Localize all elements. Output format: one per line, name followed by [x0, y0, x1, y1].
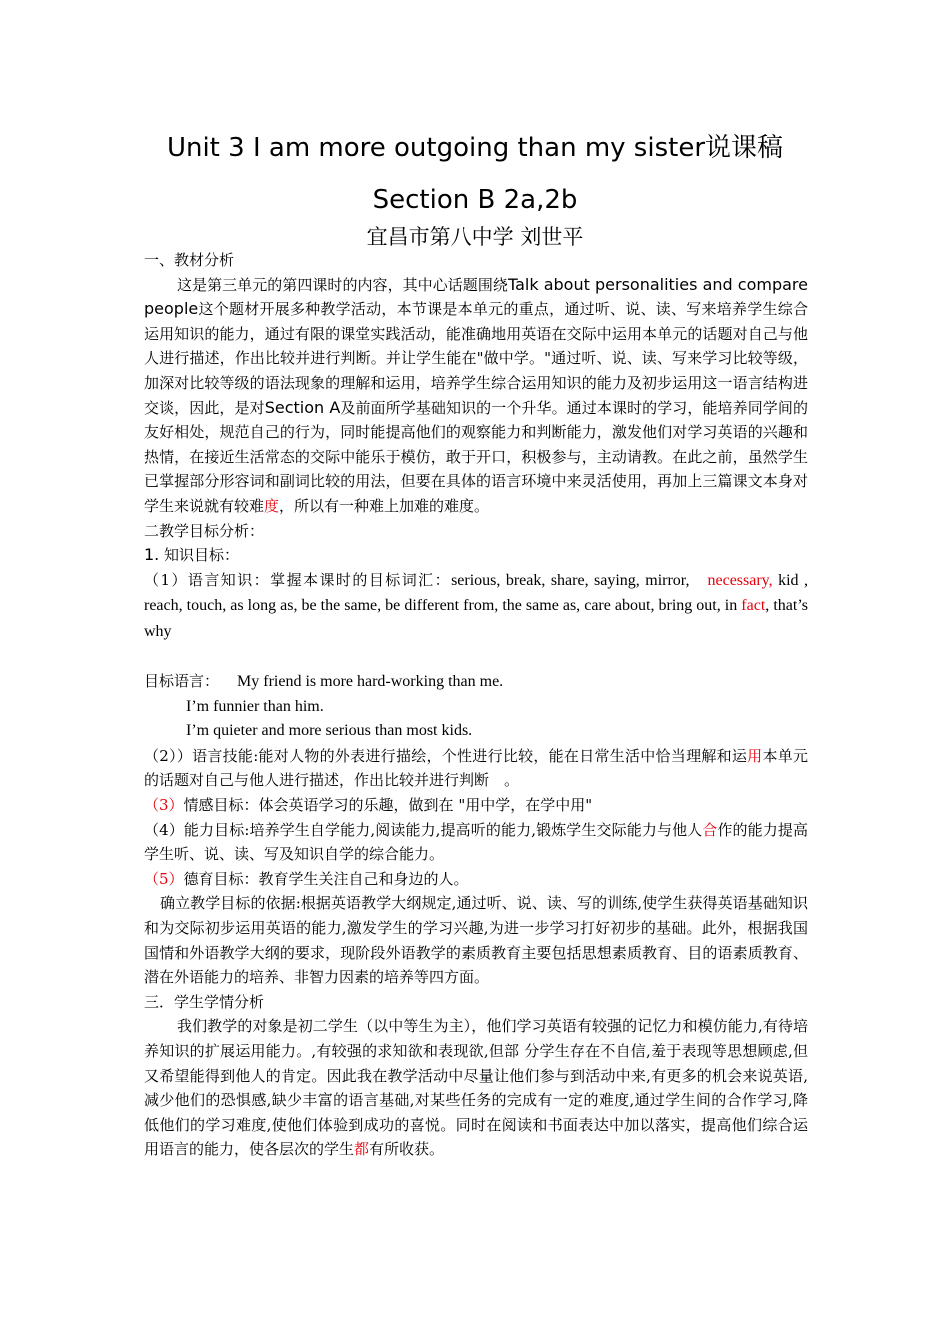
target-sentence-3: I’m quieter and more serious than most kids.	[186, 722, 473, 740]
section-1-paragraph: 这是第三单元的第四课时的内容，其中心话题围绕Talk about personalities and compare people这个题材开展多种教学活动，本节课是本单元的重点，通过听、说、读、写来培养学生综合运用知识的能力，通过有限的课堂实践活动，能准确地用英语在交际中运用本单元的话题对自己与他人进行描述，作出比较并进行判断。并让学生能在"做中学。"通过听、说、读、写来学习比较等级，加深对比较等级的语法现象的理解和运用，培养学生综合运用知识的能力及初步运用这一语言结构进交谈，因此，是对Section A及前面所学基础知识的一个升华。通过本课时的学习，能培养同学间的友好相处，规范自己的行为，同时能提高他们的观察能力和判断能力，激发他们对学习英语的兴趣和热情，在接近生活常态的交际中能乐于模仿，敢于开口，积极参与，主动请教。在此之前，虽然学生已掌握部分形容词和副词比较的用法，但要在具体的语言环境中来灵活使用，再加上三篇课文本身对学生来说就有较难度，所以有一种难上加难的难度。	[144, 274, 808, 515]
emotion-goal: （3）情感目标：体会英语学习的乐趣，做到在 "用中学，在学中用"	[144, 796, 593, 815]
title-english: Unit 3 I am more outgoing than my sister	[166, 133, 706, 163]
document-body	[144, 248, 808, 1162]
section-2-heading: 二教学目标分析：	[144, 521, 265, 540]
target-language: 目标语言： My friend is more hard-working than me.	[144, 672, 504, 691]
author-line: 宜昌市第八中学 刘世平	[366, 225, 584, 249]
moral-goal: （5）德育目标：教育学生关注自己和身边的人。	[144, 869, 469, 888]
ability-goal: （4）能力目标:培养学生自学能力,阅读能力,提高听的能力,锻炼学生交际能力与他人合作的能力提高学生听、说、读、写及知识自学的综合能力。	[144, 820, 808, 864]
blank-line	[144, 645, 808, 670]
document-subtitle: Section B 2a,2b	[372, 185, 578, 215]
vocabulary-goal: （1）语言知识：掌握本课时的目标词汇：serious, break, share, saying, mirror, necessary, kid , reach, touch, as long as, be the same, be different from, the same as, care about, bring out, in fact, that’s why	[144, 570, 808, 640]
section-1-heading: 一、教材分析	[144, 251, 235, 269]
section-3-heading: 三．学生学情分析	[144, 992, 265, 1011]
skill-goal: （2））语言技能:能对人物的外表进行描绘，个性进行比较，能在日常生活中恰当理解和运用本单元的话题对自己与他人进行描述，作出比较并进行判断 。	[144, 746, 808, 790]
target-sentence-2: I’m funnier than him.	[186, 697, 324, 715]
document-title	[0, 130, 950, 166]
section-3-paragraph: 我们教学的对象是初二学生（以中等生为主），他们学习英语有较强的记忆力和模仿能力,有待培养知识的扩展运用能力。,有较强的求知欲和表现欲,但部 分学生存在不自信,羞于表现等思想顾虑,但又希望能得到他人的肯定。因此我在教学活动中尽量让他们参与到活动中来,有更多的机会来说英语,减少他们的恐惧感,缺少丰富的语言基础,对某些任务的完成有一定的难度,通过学生间的合作学习,降低他们的学习难度,使他们体验到成功的喜悦。同时在阅读和书面表达中加以落实，提高他们综合运用语言的能力，使各层次的学生都有所收获。	[144, 1017, 808, 1159]
goal-basis-paragraph: 确立教学目标的依据:根据英语教学大纲规定,通过听、说、读、写的训练,使学生获得英语基础知识和为交际初步运用英语的能力,激发学生的学习兴趣,为进一步学习打好初步的基础。此外，根据我国国情和外语教学大纲的要求，现阶段外语教学的素质教育主要包括思想素质教育、目的语素质教育、潜在外语能力的培养、非智力因素的培养等四方面。	[144, 894, 808, 987]
knowledge-goal-heading: 1. 知识目标：	[144, 545, 240, 565]
title-chinese: 说课稿	[705, 133, 784, 163]
